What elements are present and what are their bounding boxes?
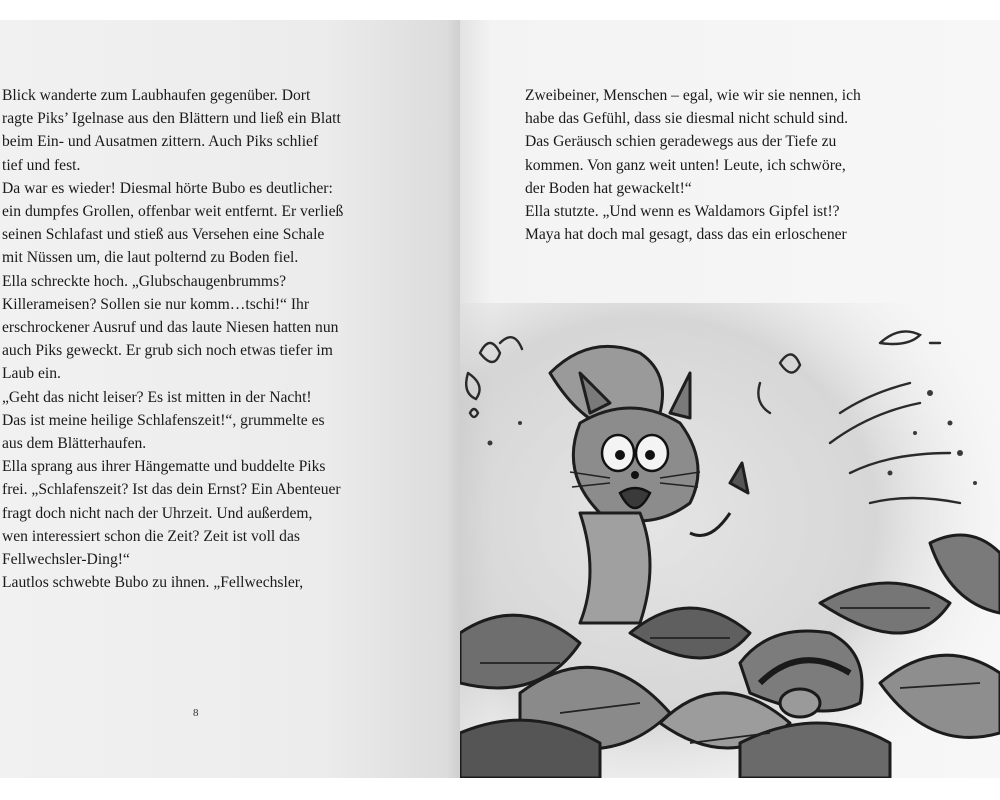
text-line: mit Nüssen um, die laut polternd zu Boden fiel. <box>2 249 299 267</box>
book-spread <box>0 20 1000 778</box>
text-line: habe das Gefühl, dass sie diesmal nicht schuld sind. <box>525 110 849 128</box>
left-page <box>0 20 460 778</box>
text-line: beim Ein- und Ausatmen zittern. Auch Piks schlief <box>2 133 319 151</box>
text-line: seinen Schlafast und stieß aus Versehen eine Schale <box>2 226 325 244</box>
text-line: der Boden hat gewackelt!“ <box>525 179 692 197</box>
text-line: Das Geräusch schien geradewegs aus der Tiefe zu <box>525 133 837 151</box>
illustration-squirrel-and-hedgehog-in-leaves <box>460 303 1000 778</box>
text-line: Fellwechsler-Ding!“ <box>2 551 130 569</box>
text-line: Maya hat doch mal gesagt, dass das ein erloschener <box>525 226 847 244</box>
text-line: Da war es wieder! Diesmal hörte Bubo es deutlicher: <box>2 179 333 197</box>
text-line: tief und fest. <box>2 156 81 174</box>
left-page-text <box>2 84 343 594</box>
text-line: Das ist meine heilige Schlafenszeit!“, grummelte es <box>2 411 325 429</box>
text-line: erschrockener Ausruf und das laute Niesen hatten nun <box>2 319 339 337</box>
right-page-text <box>525 84 861 246</box>
text-line: kommen. Von ganz weit unten! Leute, ich schwöre, <box>525 156 846 174</box>
sketch-illustration <box>460 303 1000 778</box>
text-line: Ella stutzte. „Und wenn es Waldamors Gipfel ist!? <box>525 203 840 221</box>
text-line: Ella schreckte hoch. „Glubschaugenbrumms? <box>2 272 287 290</box>
text-line: Zweibeiner, Menschen – egal, wie wir sie nennen, ich <box>525 87 861 104</box>
text-line: frei. „Schlafenszeit? Ist das dein Ernst? Ein Abenteuer <box>2 481 341 499</box>
text-line: „Geht das nicht leiser? Es ist mitten in der Nacht! <box>2 388 312 406</box>
text-line: Killerameisen? Sollen sie nur komm…tschi!“ Ihr <box>2 295 310 313</box>
page-number: 8 <box>193 707 199 719</box>
text-line: ragte Piks’ Igelnase aus den Blättern und ließ ein Blatt <box>2 110 341 128</box>
text-line: ein dumpfes Grollen, offenbar weit entfernt. Er verließ <box>2 203 344 221</box>
text-line: fragt doch nicht nach der Uhrzeit. Und außerdem, <box>2 504 313 522</box>
text-line: Ella sprang aus ihrer Hängematte und buddelte Piks <box>2 458 326 476</box>
text-line: wen interessiert schon die Zeit? Zeit ist voll das <box>2 527 300 545</box>
text-line: Laub ein. <box>2 365 61 383</box>
text-line: Blick wanderte zum Laubhaufen gegenüber. Dort <box>2 87 311 104</box>
text-line: auch Piks geweckt. Er grub sich noch etwas tiefer im <box>2 342 333 360</box>
text-line: Lautlos schwebte Bubo zu ihnen. „Fellwechsler, <box>2 574 304 592</box>
text-line: aus dem Blätterhaufen. <box>2 435 147 453</box>
